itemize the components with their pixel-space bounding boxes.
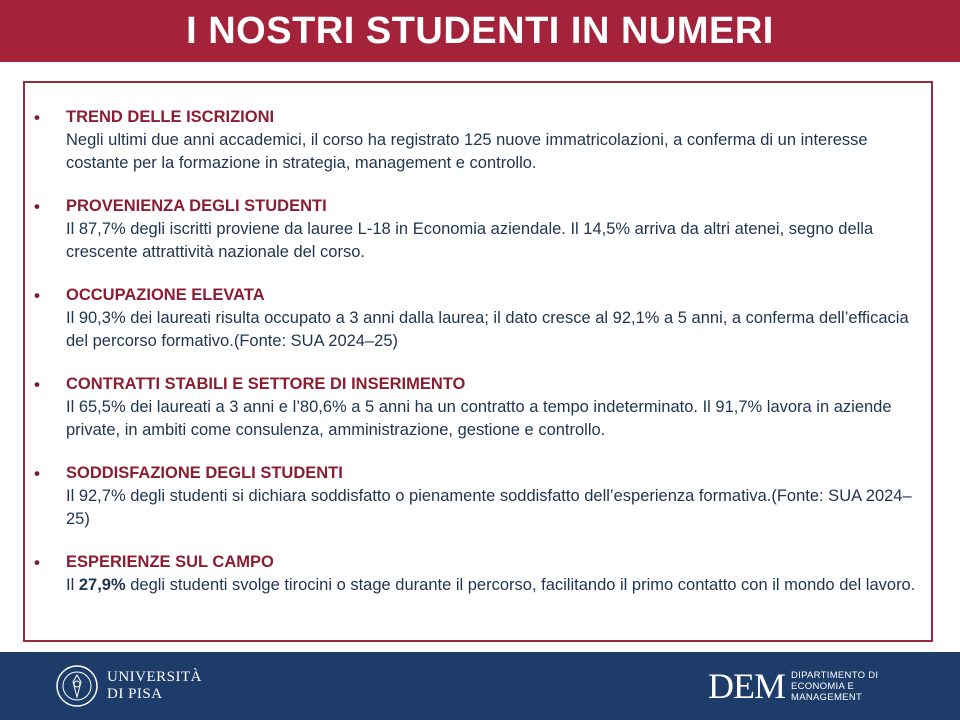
item-text [66, 574, 921, 597]
bullet-icon: • [34, 286, 40, 305]
university-logo [55, 666, 202, 706]
page-title: I NOSTRI STUDENTI IN NUMERI [186, 9, 774, 52]
list-item [34, 462, 921, 531]
bullet-icon: • [34, 375, 40, 394]
dem-department-name [791, 670, 878, 703]
list-item [34, 284, 921, 353]
item-text: Il 92,7% degli studenti si dichiara soddisfatto o pienamente soddisfatto dell’esperienza formativa.(Fonte: SUA 2024–25) [66, 487, 912, 528]
item-text: Il 65,5% dei laureati a 3 anni e l’80,6% a 5 anni ha un contratto a tempo indeterminato. Il 91,7% lavora in aziende private, in ambiti come consulenza, amministrazione, gestione e controllo. [66, 398, 892, 439]
item-text-before: Il [66, 576, 79, 594]
university-name [107, 669, 202, 703]
item-text: Negli ultimi due anni accademici, il corso ha registrato 125 nuove immatricolazioni, a conferma di un interesse costante per la formazione in strategia, management e controllo. [66, 131, 868, 172]
bullet-icon: • [34, 464, 40, 483]
item-text-highlight: 27,9% [78, 576, 126, 594]
item-text: Il 87,7% degli iscritti proviene da lauree L-18 in Economia aziendale. Il 14,5% arriva da altri atenei, segno della crescente attrattività nazionale del corso. [66, 220, 874, 261]
university-seal-icon [55, 664, 99, 708]
list-item [34, 551, 921, 597]
content-box [23, 81, 933, 642]
list-item [34, 373, 921, 442]
item-title: CONTRATTI STABILI E SETTORE DI INSERIMENTO [66, 375, 466, 393]
university-name-line2: DI PISA [107, 686, 163, 702]
dem-logo [708, 668, 878, 704]
dem-line-3: MANAGEMENT [791, 691, 863, 703]
item-title: SODDISFAZIONE DEGLI STUDENTI [66, 464, 343, 482]
item-title: PROVENIENZA DEGLI STUDENTI [66, 197, 327, 215]
dem-logo-mark: DEM [708, 666, 785, 706]
list-item [34, 106, 921, 175]
dem-line-1: DIPARTIMENTO DI [791, 669, 879, 681]
bullet-icon: • [34, 108, 40, 127]
item-title: TREND DELLE ISCRIZIONI [66, 108, 275, 126]
title-bar [0, 0, 960, 62]
item-title: ESPERIENZE SUL CAMPO [66, 553, 274, 571]
item-title: OCCUPAZIONE ELEVATA [66, 286, 265, 304]
bullet-icon: • [34, 197, 40, 216]
item-text: Il 90,3% dei laureati risulta occupato a 3 anni dalla laurea; il dato cresce al 92,1% a 5 anni, a conferma dell’efficacia del percorso formativo.(Fonte: SUA 2024–25) [66, 309, 909, 350]
dem-line-2: ECONOMIA E [791, 680, 855, 692]
university-name-line1: UNIVERSITÀ [107, 669, 202, 685]
list-item [34, 195, 921, 264]
item-text-after: degli studenti svolge tirocini o stage durante il percorso, facilitando il primo contatto con il mondo del lavoro. [125, 576, 916, 594]
bullet-icon: • [34, 553, 40, 572]
